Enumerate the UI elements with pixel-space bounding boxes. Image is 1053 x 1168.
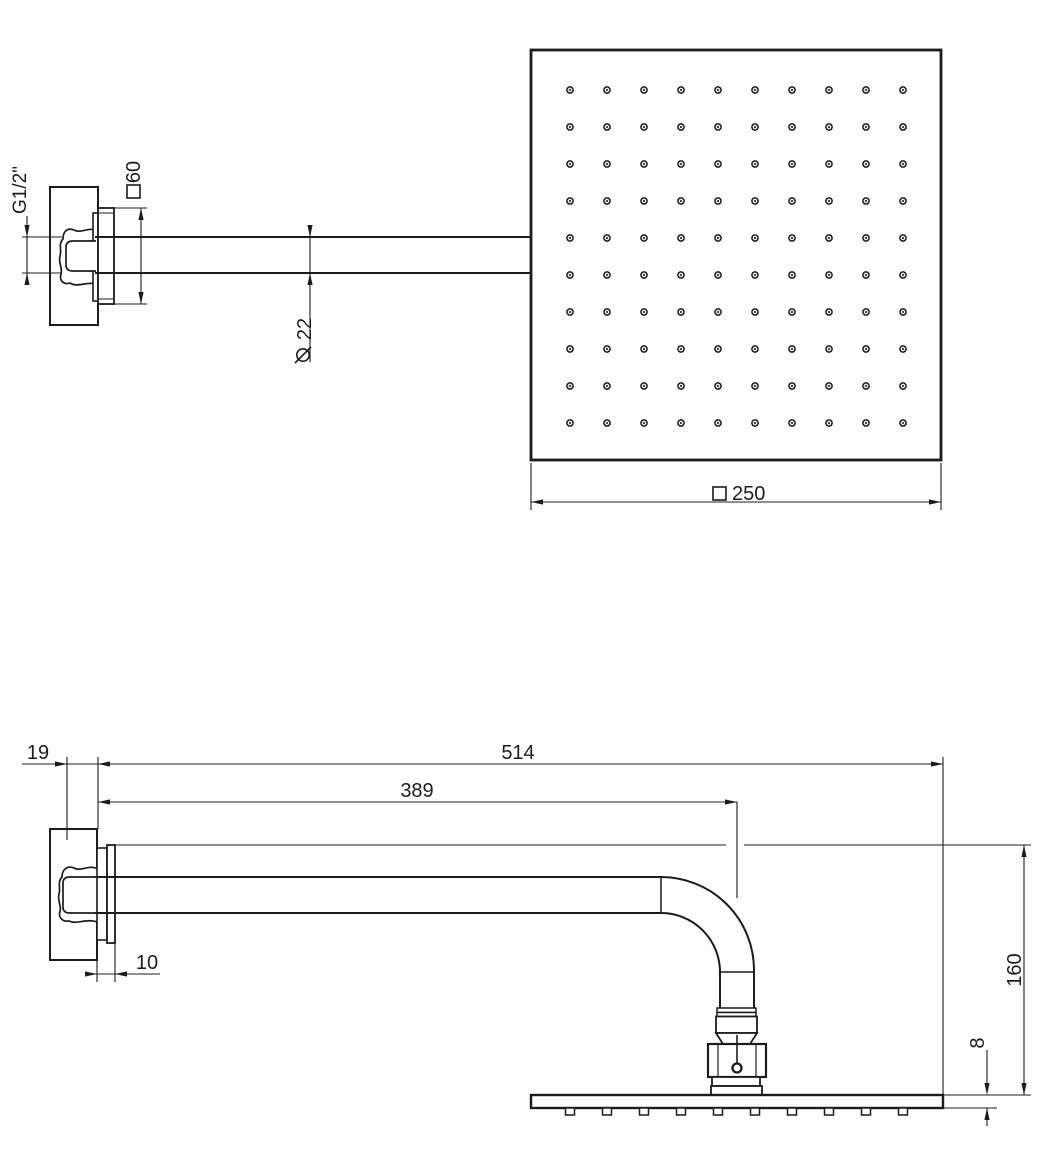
nozzle-dot [569,126,571,128]
wall-offset-label: 19 [26,742,50,764]
nozzle-dot [606,311,608,313]
shower-arm-plan [95,237,531,273]
arm-diameter-label: 22 [294,317,316,341]
shower-arm-side [95,877,754,1008]
arrow-down-icon [24,225,29,237]
fitting-inner-body [63,877,96,913]
nozzle-dot [865,422,867,424]
nozzle-dot [569,274,571,276]
arrow-right-icon [725,799,737,804]
nozzle-dot [902,89,904,91]
nozzle-tip [677,1108,686,1115]
escutcheon-plate [98,208,114,304]
nozzle-dot [828,237,830,239]
nozzle-dot [791,89,793,91]
nozzle-tip [825,1108,834,1115]
nozzle-dot [606,89,608,91]
square-symbol-icon [127,185,140,198]
nozzle-dot [865,163,867,165]
nozzle-dot [643,200,645,202]
arrow-left-icon [115,971,127,976]
nozzle-dot [865,200,867,202]
arrow-left-icon [98,761,110,766]
nozzle-tip [714,1108,723,1115]
head-width-label: 250 [732,483,766,505]
nozzle-dot [791,237,793,239]
nozzle-dot [643,422,645,424]
nozzle-dot [791,422,793,424]
nozzle-dot [569,422,571,424]
nozzle-dot [828,311,830,313]
nozzle-dot [717,126,719,128]
escutcheon-plate [107,845,115,943]
nozzle-dot [680,311,682,313]
escutcheon-back-ring [97,848,107,940]
nozzle-dot [680,89,682,91]
nozzle-dot [902,163,904,165]
escutcheon-depth-label: 10 [135,952,159,974]
thread-size-label: G1/2" [10,166,31,214]
nozzle-dot [717,89,719,91]
dimension-8 [943,1037,997,1126]
nozzle-dot [865,274,867,276]
nozzle-dot [865,385,867,387]
plan-view [10,50,941,510]
nozzle-dot [680,422,682,424]
arrow-up-icon [24,273,29,285]
nozzle-dot [828,163,830,165]
nozzle-dot [606,274,608,276]
nozzle-tip [640,1108,649,1115]
shower-head-face [531,50,941,460]
nozzle-dot [902,422,904,424]
nozzle-dot [754,126,756,128]
nozzle-dot [569,89,571,91]
arrow-up-icon [138,208,143,220]
nozzle-dot [828,274,830,276]
nozzle-tip [603,1108,612,1115]
arrow-up-icon [984,1108,989,1120]
nozzle-dot [569,200,571,202]
nozzle-tip [751,1108,760,1115]
nozzle-dot [902,274,904,276]
nozzle-dot [754,348,756,350]
nozzle-dot [754,237,756,239]
nozzle-dot [606,422,608,424]
nozzle-dot [643,274,645,276]
nozzle-dot [717,348,719,350]
nozzle-dot [865,237,867,239]
escutcheon-size-label: 60 [123,160,145,184]
side-view [22,742,1031,1126]
arrow-left-icon [98,799,110,804]
plate-thickness-label: 8 [967,1037,989,1049]
nozzle-dot [569,311,571,313]
nozzle-dot [754,311,756,313]
nozzle-dot [902,311,904,313]
ball-joint-assembly [708,1008,766,1096]
arrow-down-icon [984,1083,989,1095]
nozzle-dot [791,385,793,387]
nozzle-dot [902,348,904,350]
nozzle-dot [754,385,756,387]
nozzle-dot [643,311,645,313]
nozzle-dot [606,385,608,387]
nozzle-dot [865,311,867,313]
nozzle-tip [899,1108,908,1115]
nozzle-dot [902,385,904,387]
nozzle-dot [717,163,719,165]
nozzle-dot [902,200,904,202]
nozzle-tip [862,1108,871,1115]
nozzle-dot [680,385,682,387]
nozzle-dot [606,348,608,350]
nozzle-dot [791,274,793,276]
nozzle-dot [569,237,571,239]
nozzle-dot [717,385,719,387]
nozzle-dot [754,89,756,91]
nozzle-dot [680,237,682,239]
diameter-symbol-icon [295,347,311,363]
arrow-right-icon [929,499,941,504]
nozzle-dot [828,89,830,91]
fitting-inner-body [66,241,96,271]
nozzle-tip [566,1108,575,1115]
nozzle-dot [569,348,571,350]
nozzle-dot [865,126,867,128]
nozzle-dot [606,200,608,202]
arrow-down-icon [1021,1083,1026,1095]
arrow-right-icon [85,971,97,976]
arrow-left-icon [531,499,543,504]
nozzle-dot [754,274,756,276]
dimension-arm-diameter [294,225,316,363]
arm-projection-label: 389 [400,780,434,802]
nozzle-dot [680,274,682,276]
arrow-right-icon [931,761,943,766]
nozzle-dot [606,126,608,128]
nozzle-dot [569,385,571,387]
nozzle-dot [717,274,719,276]
nozzle-dot [643,348,645,350]
nozzle-dot [717,311,719,313]
dimension-514-19 [22,742,943,1095]
nozzle-dot [643,89,645,91]
nozzle-dot [791,126,793,128]
total-projection-label: 514 [501,742,535,764]
nozzle-dot [643,237,645,239]
nozzle-dot [754,163,756,165]
nozzle-dot [828,422,830,424]
arrow-down-icon [307,225,312,237]
nozzle-dot [754,200,756,202]
nozzle-dot [791,348,793,350]
dimension-160 [115,845,1031,1095]
bend-inner-arc [661,913,720,972]
nozzle-dot [902,237,904,239]
head-drop-label: 160 [1004,953,1026,987]
dimension-thread [10,166,62,285]
nozzle-dot [606,237,608,239]
nozzle-dot [828,200,830,202]
nozzle-dot [902,126,904,128]
nozzle-dot [680,200,682,202]
connector-body [716,1017,757,1034]
arrow-right-icon [55,761,67,766]
nozzle-dot [791,311,793,313]
nozzle-dot [717,422,719,424]
nozzle-dot [791,163,793,165]
nozzle-dot [791,200,793,202]
nozzle-tip [788,1108,797,1115]
arrow-down-icon [138,292,143,304]
nozzle-dot [828,348,830,350]
nozzle-dot [754,422,756,424]
nozzle-dot [717,237,719,239]
dimension-head-width [531,463,941,510]
nozzle-dot [717,200,719,202]
nozzle-dot [643,385,645,387]
dimension-389 [98,780,737,898]
nozzle-dot [680,126,682,128]
nozzle-dot [828,385,830,387]
nozzle-dot [865,89,867,91]
dimension-escutcheon-square [114,161,147,304]
base-ring [712,1077,760,1086]
pivot-ball [733,1064,742,1073]
nozzle-dot [606,163,608,165]
bend-outer-arc [661,877,754,970]
nozzle-dot [569,163,571,165]
nozzle-dot [865,348,867,350]
nozzle-dot [828,126,830,128]
arrow-up-icon [307,273,312,285]
shower-head-plate [531,1095,943,1108]
nozzle-dot [680,348,682,350]
square-symbol-icon [713,487,726,500]
arrow-up-icon [1021,845,1026,857]
nozzle-dot [643,126,645,128]
nozzle-dot [643,163,645,165]
nozzle-dot [680,163,682,165]
